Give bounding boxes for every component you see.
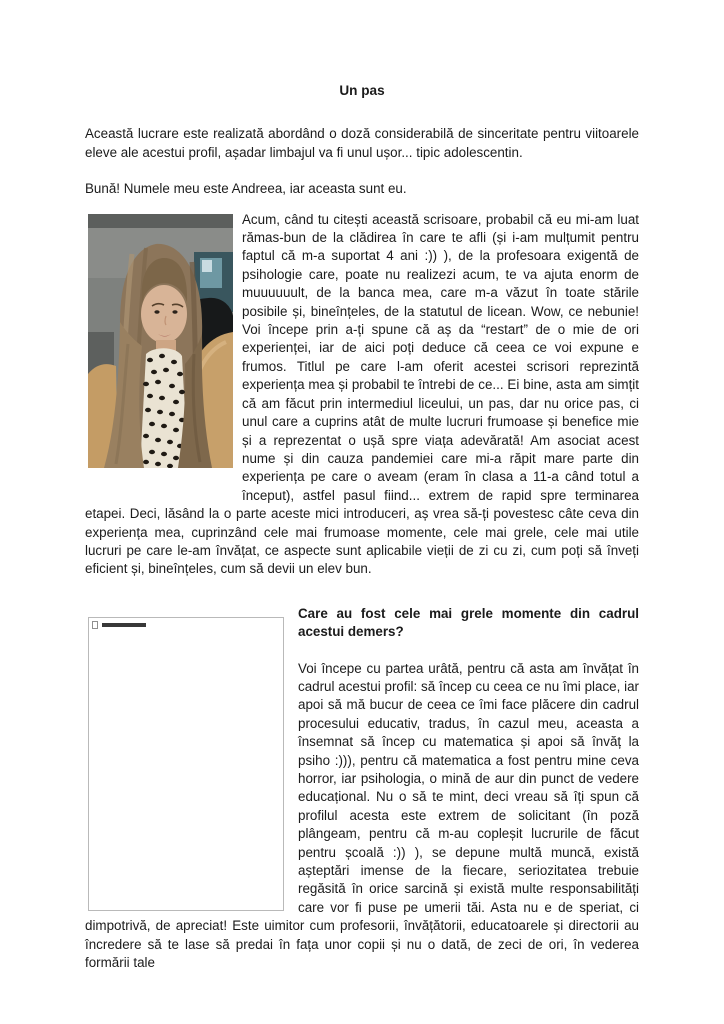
- broken-image-icon: [92, 621, 98, 629]
- selfie-photo: [88, 214, 233, 468]
- question-heading: Care au fost cele mai grele momente din cadrul acestui demers?: [298, 605, 639, 640]
- broken-image-placeholder: [88, 617, 284, 911]
- main-paragraph: Acum, când tu citești această scrisoare, probabil că eu mi-am luat rămas-bun de la clădirea în care te afli (și i-am mulțumit pentru faptul că m-a suportat 4 ani :)) ), de la profesoara exigentă de psihologie care, poate nu realizezi acum, te va ajuta enorm de muuuuuult, de la banca mea, care m-a văzut în toate stările posibile și, bineînțeles, de la statutul de licean. Wow, ce nebunie! Voi începe prin a-ți spune că aș da “restart” de o mie de ori experienței, iar de aici poți deduce că ceea ce voi expune e frumos. Titlul pe care l-am oferit acestei scrisori reprezintă experiența mea și probabil te întrebi de ce... Ei bine, asta am simțit că am făcut prin intermediul liceului, un pas, dar nu orice pas, ci unul care a cuprins atât de multe lucruri frumoase și benefice mie și a reprezentat o ușă spre viața adevărată! Am asociat acest nume și din cauza pandemiei care mi-a răpit mare parte din experiența pe care o aveam (eram în clasa a 11-a când totul a început), astfel pasul fiind... extrem de rapid spre terminarea etapei. Deci, lăsând la o parte aceste mici introduceri, aș vrea să-ți povestesc câte ceva din experiența mea, cuprinzând cele mai frumoase momente, cele mai grele, cele mai utile lucruri pe care le-am învățat, ce aspecte sunt aplicabile vieții de zi cu zi, cum poți să înveți eficient și, bineînțeles, cum să devii un elev bun.: [85, 211, 639, 577]
- intro-paragraph: Această lucrare este realizată abordând o doză considerabilă de sinceritate pentru viitoarele eleve ale acestui profil, așadar limbajul va fi unul ușor... tipic adolescentin.: [85, 126, 639, 160]
- page-title: Un pas: [339, 83, 385, 98]
- broken-image-note: [102, 623, 146, 627]
- answer-paragraph: Voi începe cu partea urâtă, pentru că asta am învățat în cadrul acestui profil: să încep cu ceea ce nu îmi place, iar apoi să mă bucur de ceea ce îmi face plăcere din cadrul procesului educativ, tradus, în cazul meu, aceasta a însemnat să încep cu matematica și apoi să învăț la psiho :))), pentru că matematica a fost pentru mine ceva horror, iar psihologia, o mină de aur din punct de vedere educațional. Nu o să te mint, deci vreau să îți spun că profilul acesta este extrem de solicitant (în poză plângeam, pentru că m-au copleșit lucrurile de făcut pentru școală :)) ), se depune multă muncă, există așteptări imense de la fiecare, seriozitatea trebuie regăsită în orice sarcină și există multe responsabilități care vor fi puse pe umerii tăi. Asta nu e de speriat, ci dimpotrivă, de apreciat! Este uimitor cum profesorii, învățătorii, educatoarele și directorii au încredere să te lase să predai în fața unor copii și nu o dată, de zeci de ori, în vederea formării tale: [85, 660, 639, 971]
- question-section: [85, 605, 639, 973]
- selfie-photo-image: [88, 214, 233, 468]
- main-section: [85, 211, 639, 579]
- greeting-paragraph: Bună! Numele meu este Andreea, iar aceasta sunt eu.: [85, 181, 407, 197]
